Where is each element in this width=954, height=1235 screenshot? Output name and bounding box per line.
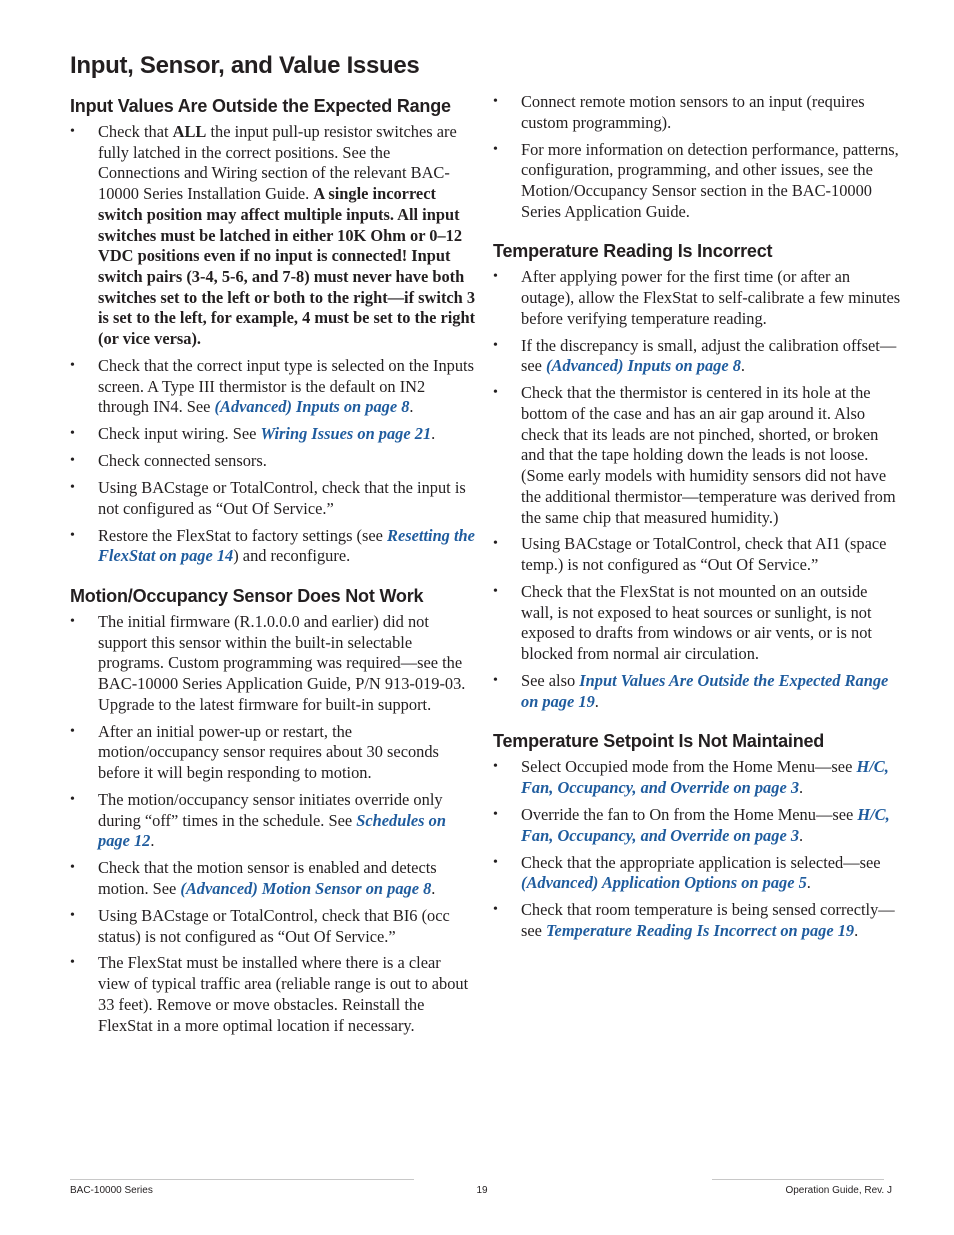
list-item <box>70 722 476 784</box>
list-item <box>493 671 901 712</box>
list-item <box>493 900 901 941</box>
bullet-text: Check that the thermistor is centered in its hole at the bottom of the case and has an air gap around it. Also check that its leads are not pinched, shorted, or broken and that the tape holding down the leads is not loose. (Some early models with humidity sensors did not have the additional thermistor—temperature was derived from the same chip that measured humidity.) <box>521 383 896 527</box>
bullet-text-end: . <box>431 879 436 898</box>
setpoint-list <box>493 757 901 941</box>
bullet-text-end: . <box>431 424 436 444</box>
bullet-text: For more information on detection performance, patterns, configuration, programming, and other issues, see the Motion/Occupancy Sensor section in the BAC-10000 Series Application Guide. <box>521 139 899 221</box>
bullet-text: After applying power for the first time (or after an outage), allow the FlexStat to self-calibrate a few minutes before verifying temperature reading. <box>521 267 901 328</box>
bullet-text: Check that the motion sensor is enabled and detects motion. See <box>98 858 437 898</box>
section-heading-temp-reading: Temperature Reading Is Incorrect <box>493 241 773 262</box>
page-title: Input, Sensor, and Value Issues <box>70 52 420 79</box>
bullet-text-end: . <box>799 825 804 845</box>
bullet-text: See also <box>521 671 580 690</box>
footer-rule-right <box>712 1179 884 1180</box>
footer-doc-title: Operation Guide, Rev. J <box>785 1185 892 1196</box>
list-item <box>70 906 476 947</box>
list-item <box>70 953 476 1036</box>
list-item <box>493 757 901 798</box>
bullet-text: Using BACstage or TotalControl, check that the input is not configured as “Out Of Service.” <box>98 478 466 518</box>
bullet-text: After an initial power-up or restart, the motion/occupancy sensor requires about 30 seconds before it will begin responding to motion. <box>98 721 439 783</box>
footer-rule-left <box>70 1179 414 1180</box>
xref-link-resetting-flexstat[interactable]: Resetting the FlexStat on page 14 <box>98 525 475 566</box>
list-item <box>493 582 901 665</box>
section-heading-input-values: Input Values Are Outside the Expected Range <box>70 96 451 116</box>
xref-link-application-options[interactable]: (Advanced) Application Options on page 5 <box>521 873 807 893</box>
bullet-text: the input pull-up resistor switches are fully latched in the correct positions. See the Connections and Wiring section of the relevant BAC-10000 Series Installation Guide. <box>98 122 457 204</box>
bullet-text: The motion/occupancy sensor initiates override only during “off” times in the schedule. See <box>98 790 443 830</box>
xref-link-motion-sensor[interactable]: (Advanced) Motion Sensor on page 8 <box>180 879 432 898</box>
temp-reading-list <box>493 267 901 712</box>
bullet-text: The initial firmware (R.1.0.0.0 and earlier) did not support this sensor within the built-in selectable programs. Custom programming was required—see the BAC-10000 Series Application Guide, P/N 913-019-03. Upgrade to the latest firmware for built-in support. <box>98 612 466 714</box>
bullet-text-end: . <box>799 778 804 798</box>
xref-link-input-values[interactable]: Input Values Are Outside the Expected Range on page 19 <box>521 671 889 711</box>
list-item <box>493 534 901 575</box>
section-heading-motion: Motion/Occupancy Sensor Does Not Work <box>70 586 424 606</box>
list-item <box>70 451 476 472</box>
list-item <box>493 140 901 223</box>
bullet-text-end: . <box>740 356 746 376</box>
bullet-text: Check that room temperature is being sensed correctly—see <box>521 900 895 940</box>
list-item <box>493 92 901 133</box>
list-item <box>70 122 476 350</box>
xref-link-schedules[interactable]: Schedules on page 12 <box>98 810 446 851</box>
bullet-text-end: . <box>806 873 811 893</box>
bullet-text-end: . <box>854 920 859 940</box>
list-item <box>70 424 476 445</box>
list-item <box>70 790 476 852</box>
left-column <box>70 92 476 1042</box>
bullet-text: Check input wiring. See <box>98 424 261 444</box>
list-item <box>70 356 476 418</box>
xref-link-advanced-inputs[interactable]: (Advanced) Inputs on page 8 <box>214 397 410 417</box>
list-item <box>493 383 901 528</box>
motion-list-continued <box>493 92 901 222</box>
bullet-text: Override the fan to On from the Home Menu—see <box>521 805 858 824</box>
bullet-text: Check that the correct input type is selected on the Inputs screen. A Type III thermistor is the default on IN2 through IN4. See <box>98 355 474 417</box>
bullet-text: Select Occupied mode from the Home Menu—see <box>521 757 857 777</box>
list-item <box>493 805 901 846</box>
footer-page-number: 19 <box>476 1185 488 1196</box>
list-item <box>493 336 901 377</box>
xref-link-wiring-issues[interactable]: Wiring Issues on page 21 <box>260 424 432 444</box>
bullet-text: Connect remote motion sensors to an input (requires custom programming). <box>521 92 865 132</box>
bullet-text-end: . <box>594 691 599 711</box>
bullet-text-end: ) and reconfigure. <box>233 546 351 566</box>
bullet-text: Using BACstage or TotalControl, check that BI6 (occ status) is not configured as “Out Of Service.” <box>98 905 450 946</box>
bullet-text: Check that the FlexStat is not mounted on an outside wall, is not exposed to heat sources or sunlight, is not exposed to drafts from windows or air vents, or is not blocked from normal air circulation. <box>521 582 872 664</box>
bullet-text: Restore the FlexStat to factory settings (see <box>98 525 388 545</box>
list-item <box>493 853 901 894</box>
list-item <box>70 612 476 716</box>
list-item <box>70 858 476 899</box>
section-heading-setpoint: Temperature Setpoint Is Not Maintained <box>493 731 825 752</box>
bullet-text: Check that the appropriate application is selected—see <box>521 852 881 872</box>
bullet-text-end: . <box>150 831 155 851</box>
xref-link-hc-fan-occupancy[interactable]: H/C, Fan, Occupancy, and Override on page 3 <box>521 757 889 798</box>
bullet-text: Check connected sensors. <box>98 451 267 471</box>
bullet-text: Using BACstage or TotalControl, check that AI1 (space temp.) is not configured as “Out Of Service.” <box>521 534 887 575</box>
motion-list <box>70 612 476 1036</box>
list-item <box>70 478 476 519</box>
footer-series: BAC-10000 Series <box>70 1185 153 1196</box>
xref-link-hc-fan-occupancy[interactable]: H/C, Fan, Occupancy, and Override on page 3 <box>521 805 890 845</box>
bullet-text: Check that <box>98 122 173 141</box>
right-column <box>493 92 901 948</box>
xref-link-temp-reading[interactable]: Temperature Reading Is Incorrect on page 19 <box>546 920 855 940</box>
xref-link-advanced-inputs[interactable]: (Advanced) Inputs on page 8 <box>546 356 741 376</box>
bullet-text-end: . <box>409 397 414 417</box>
list-item <box>493 267 901 329</box>
input-values-list <box>70 122 476 567</box>
bullet-text: If the discrepancy is small, adjust the calibration offset—see <box>521 335 897 376</box>
bullet-warning: A single incorrect switch position may affect multiple inputs. All input switches must be latched in either 10K Ohm or 0–12 VDC positions even if no input is connected! Input switch pairs (3-4, 5-6, and 7-8) must never have both switches set to the left or both to the right—if switch 3 is set to the left, for example, 4 must be set to the right (or vice versa). <box>98 184 476 349</box>
list-item <box>70 526 476 567</box>
bullet-text: The FlexStat must be installed where there is a clear view of typical traffic area (reliable range is out to about 33 feet). Remove or move obstacles. Reinstall the FlexStat in a more optimal location if necessary. <box>98 953 469 1035</box>
bullet-emphasis: ALL <box>172 122 207 141</box>
